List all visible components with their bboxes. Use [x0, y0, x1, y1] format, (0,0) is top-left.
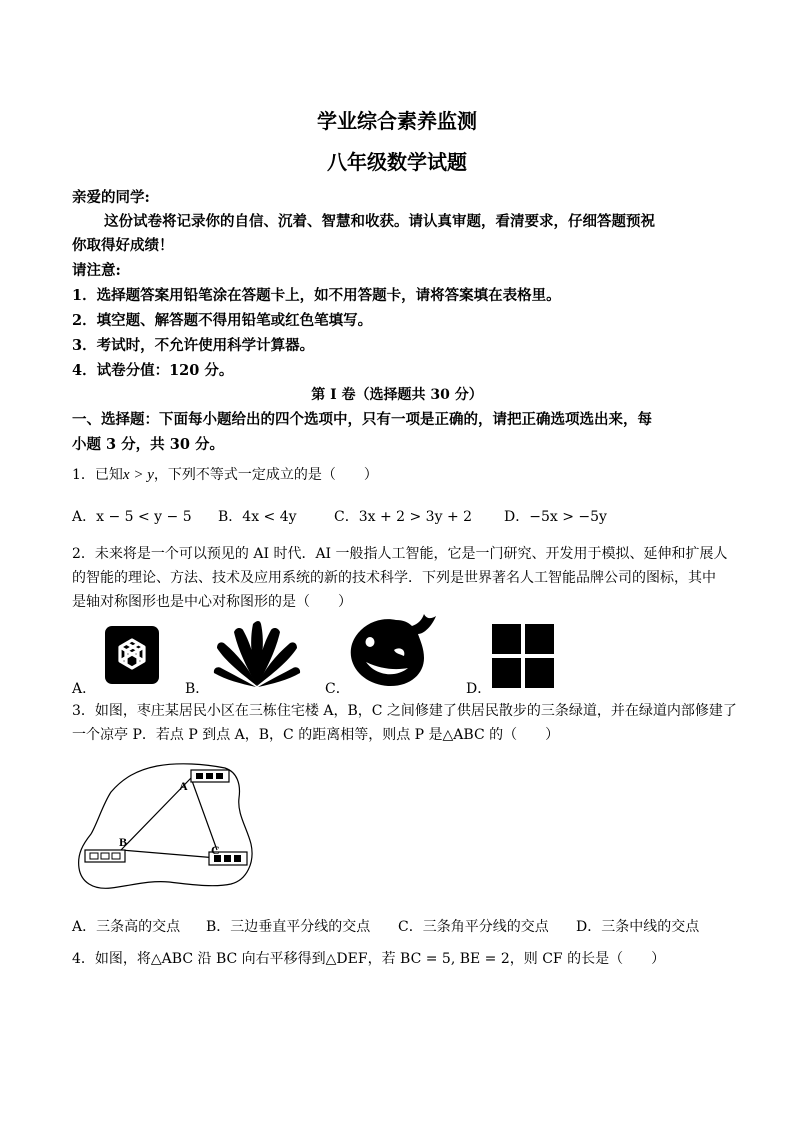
exam-title: 学业综合素养监测	[317, 109, 477, 133]
q3-stem-line2: 一个凉亭 P．若点 P 到点 A，B，C 的距离相等，则点 P 是△ABC 的（ ）	[72, 727, 560, 743]
note-4: 4．试卷分值：120 分。	[72, 362, 234, 379]
q1-option-b[interactable]: B．4x < 4y	[218, 509, 297, 525]
q2-option-c-label[interactable]: C．	[325, 681, 350, 697]
q2-stem-line1: 2．未来将是一个可以预见的 AI 时代．AI 一般指人工智能，它是一门研究、开发用于模拟、延伸和扩展人	[72, 546, 728, 562]
q1-option-d[interactable]: D．−5x > −5y	[504, 509, 607, 525]
q3-option-d[interactable]: D．三条中线的交点	[576, 919, 700, 935]
q3-label-b: B	[119, 835, 128, 849]
q3-label-a: A	[179, 779, 188, 793]
q1-option-c[interactable]: C．3x + 2 > 3y + 2	[334, 509, 473, 525]
note-1: 1．选择题答案用铅笔涂在答题卡上，如不用答题卡，请将答案填在表格里。	[72, 287, 561, 304]
q2-option-a-label[interactable]: A．	[72, 681, 97, 697]
q3-figure	[75, 758, 255, 898]
q1-condition: x > y	[122, 467, 154, 483]
q2-option-d-label[interactable]: D．	[466, 681, 492, 697]
greeting: 亲爱的同学:	[72, 189, 150, 206]
q2-stem-line2: 的智能的理论、方法、技术及应用系统的新的技术科学．下列是世界著名人工智能品牌公司的图标，其中	[72, 570, 716, 586]
q3-option-c[interactable]: C．三条角平分线的交点	[398, 919, 549, 935]
q3-option-b[interactable]: B．三边垂直平分线的交点	[206, 919, 371, 935]
note-3: 3．考试时，不允许使用科学计算器。	[72, 337, 315, 354]
q1-stem	[72, 464, 378, 484]
q3-stem-line1: 3．如图，枣庄某居民小区在三栋住宅楼 A，B，C 之间修建了供居民散步的三条绿道，并在绿道内部修建了	[72, 703, 737, 719]
q4-stem: 4．如图，将△ABC 沿 BC 向右平移得到△DEF，若 BC = 5, BE = 2，则 CF 的长是（ ）	[72, 951, 666, 967]
openai-knot-icon[interactable]	[104, 625, 160, 685]
intro-paragraph-line2: 你取得好成绩！	[72, 237, 174, 254]
section-instructions-line2: 小题 3 分，共 30 分。	[72, 436, 224, 453]
q3-option-a[interactable]: A．三条高的交点	[72, 919, 181, 935]
q1-stem-pre: 1．已知	[72, 467, 123, 483]
intro-paragraph-line1: 这份试卷将记录你的自信、沉着、智慧和收获。请认真审题，看清要求，仔细答题预祝	[104, 213, 655, 230]
section-instructions-line1: 一、选择题：下面每小题给出的四个选项中，只有一项是正确的，请把正确选项选出来，每	[72, 411, 652, 428]
whale-icon[interactable]	[348, 612, 440, 688]
q1-stem-post: ，下列不等式一定成立的是（ ）	[153, 467, 378, 483]
exam-subtitle: 八年级数学试题	[327, 150, 467, 174]
notice-title: 请注意:	[72, 262, 121, 279]
section-heading: 第 I 卷（选择题共 30 分）	[311, 387, 483, 403]
four-squares-icon[interactable]	[492, 624, 554, 688]
q2-option-b-label[interactable]: B．	[185, 681, 210, 697]
q3-label-c: C	[211, 843, 220, 857]
huawei-petals-icon[interactable]	[212, 618, 302, 688]
q2-stem-line3: 是轴对称图形也是中心对称图形的是（ ）	[72, 594, 352, 610]
q1-option-a[interactable]: A．x − 5 < y − 5	[72, 509, 192, 525]
note-2: 2．填空题、解答题不得用铅笔或红色笔填写。	[72, 312, 373, 329]
